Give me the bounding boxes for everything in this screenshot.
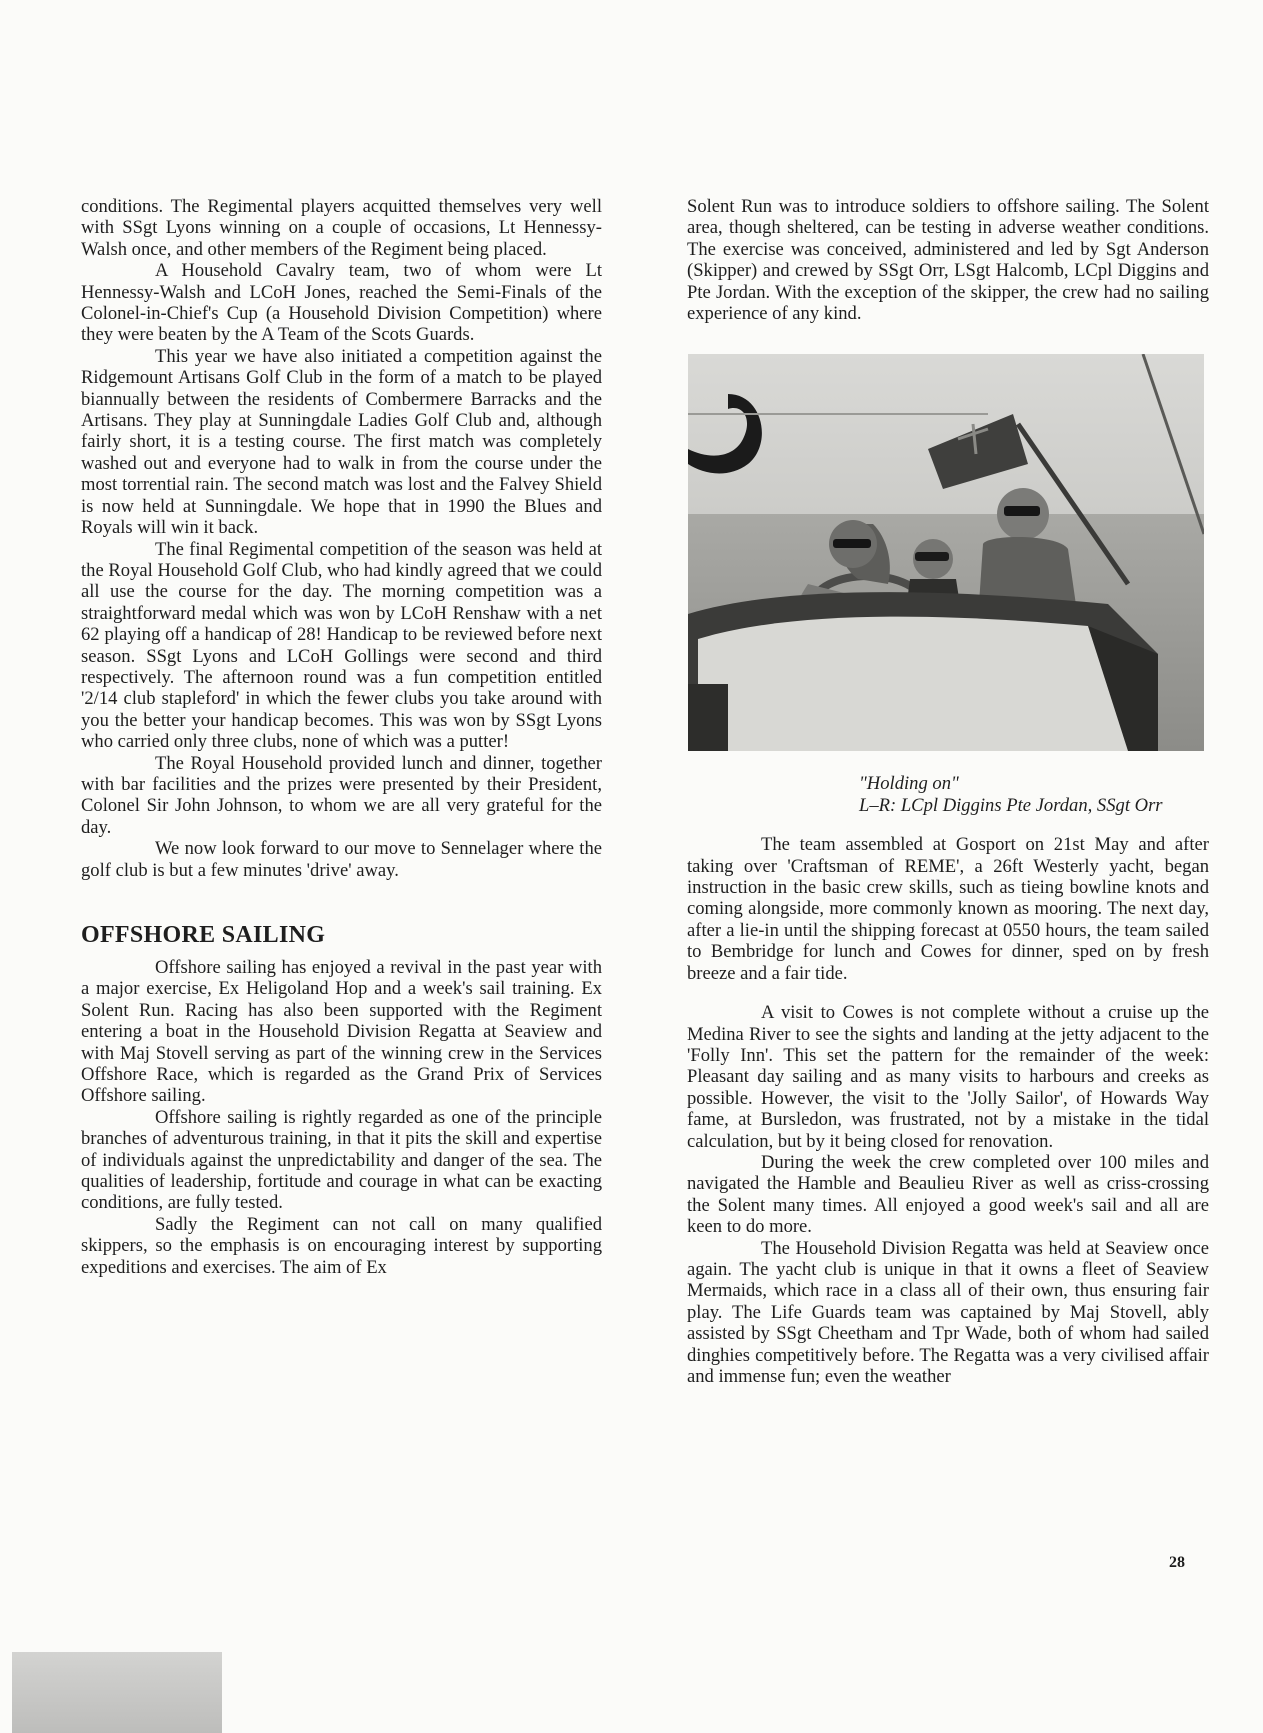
photo-caption (859, 773, 1209, 816)
paragraph: The final Regimental competition of the season was held at the Royal Household Golf Club, who had kindly agreed that we could all use the course for the day. The morning competition was a straightforward medal which was won by LCoH Renshaw with a net 62 playing off a handicap of 28! Handicap to be reviewed before next season. SSgt Lyons and LCoH Gollings were second and third respectively. The afternoon round was a fun competition entitled '2/14 club stapleford' in which the fewer clubs you take around with you the better your handicap becomes. This was won by SSgt Lyons who carried only three clubs, none of which was a putter! (81, 538, 602, 753)
paragraph: During the week the crew completed over 100 miles and navigated the Hamble and Beaulieu River as well as criss-crossing the Solent many times. All enjoyed a good week's sail and all are keen to do more. (687, 1151, 1209, 1238)
paragraph: This year we have also initiated a competition against the Ridgemount Artisans Golf Club in the form of a match to be played biannually between the residents of Combermere Barracks and the Artisans. They play at Sunningdale Ladies Golf Club and, although fairly short, it is a testing course. The first match was completely washed out and everyone had to walk in from the course under the most torrential rain. The second match was lost and the Falvey Shield is now held at Sunningdale. We hope that in 1990 the Blues and Royals will win it back. (81, 345, 602, 539)
scan-artifact (12, 1652, 222, 1733)
caption-names: L–R: LCpl Diggins Pte Jordan, SSgt Orr (859, 794, 1163, 816)
page-number: 28 (1169, 1554, 1185, 1571)
paragraph: Solent Run was to introduce soldiers to offshore sailing. The Solent area, though sheltered, can be testing in adverse weather conditions. The exercise was conceived, administered and led by Sgt Anderson (Skipper) and crewed by SSgt Orr, LSgt Halcomb, LCpl Diggins and Pte Jordan. With the exception of the skipper, the crew had no sailing experience of any kind. (687, 196, 1209, 325)
paragraph: The team assembled at Gosport on 21st May and after taking over 'Craftsman of REME', a 26ft Westerly yacht, began instruction in the basic crew skills, such as tieing bowline knots and coming alongside, more commonly known as mooring. The next day, after a lie-in until the shipping forecast at 0550 hours, the team sailed to Bembridge for lunch and Cowes for dinner, sped on by fresh breeze and a fair tide. (687, 834, 1209, 984)
sailing-crew-photo (688, 354, 1204, 751)
paragraph: The Household Division Regatta was held at Seaview once again. The yacht club is unique in that it owns a fleet of Seaview Mermaids, which race in a class all of their own, thus ensuring fair play. The Life Guards team was captained by Maj Stovell, ably assisted by SSgt Cheetham and Tpr Wade, both of whom had sailed dinghies competitively before. The Regatta was a very civilised affair and immense fun; even the weather (687, 1237, 1209, 1387)
paragraph: We now look forward to our move to Sennelager where the golf club is but a few minutes 'drive' away. (81, 838, 602, 881)
paragraph: conditions. The Regimental players acquitted themselves very well with SSgt Lyons winning on a couple of occasions, Lt Hennessy-Walsh once, and other members of the Regiment being placed. (81, 196, 602, 260)
paragraph: Sadly the Regiment can not call on many qualified skippers, so the emphasis is on encouraging interest by supporting expeditions and exercises. The aim of Ex (81, 1213, 602, 1278)
paragraph: Offshore sailing is rightly regarded as one of the principle branches of adventurous training, in that it pits the skill and expertise of individuals against the unpredictability and danger of the sea. The qualities of leadership, fortitude and courage in what can be exacting conditions, are fully tested. (81, 1106, 602, 1214)
paragraph: The Royal Household provided lunch and dinner, together with bar facilities and the prizes were presented by their President, Colonel Sir John Johnson, to whom we are all very grateful for the day. (81, 752, 602, 838)
caption-title: "Holding on" (859, 773, 959, 795)
paragraph: Offshore sailing has enjoyed a revival in the past year with a major exercise, Ex Heligoland Hop and a week's sail training. Ex Solent Run. Racing has also been supported with the Regiment entering a boat in the Household Division Regatta at Seaview and with Maj Stovell serving as part of the winning crew in the Services Offshore Race, which is regarded as the Grand Prix of Services Offshore sailing. (81, 957, 602, 1107)
right-column (687, 196, 1209, 1387)
paragraph: A visit to Cowes is not complete without a cruise up the Medina River to see the sights and landing at the jetty adjacent to the 'Folly Inn'. This set the pattern for the remainder of the week: Pleasant day sailing and as many visits to harbours and creeks as possible. However, the visit to the 'Jolly Sailor', of Howards Way fame, at Bursledon, was frustrated, not by a mistake in the tidal calculation, but by it being closed for renovation. (687, 1002, 1209, 1152)
section-heading: OFFSHORE SAILING (81, 922, 326, 948)
left-column (81, 196, 602, 1278)
paragraph: A Household Cavalry team, two of whom were Lt Hennessy-Walsh and LCoH Jones, reached the Semi-Finals of the Colonel-in-Chief's Cup (a Household Division Competition) where they were beaten by the A Team of the Scots Guards. (81, 260, 602, 346)
